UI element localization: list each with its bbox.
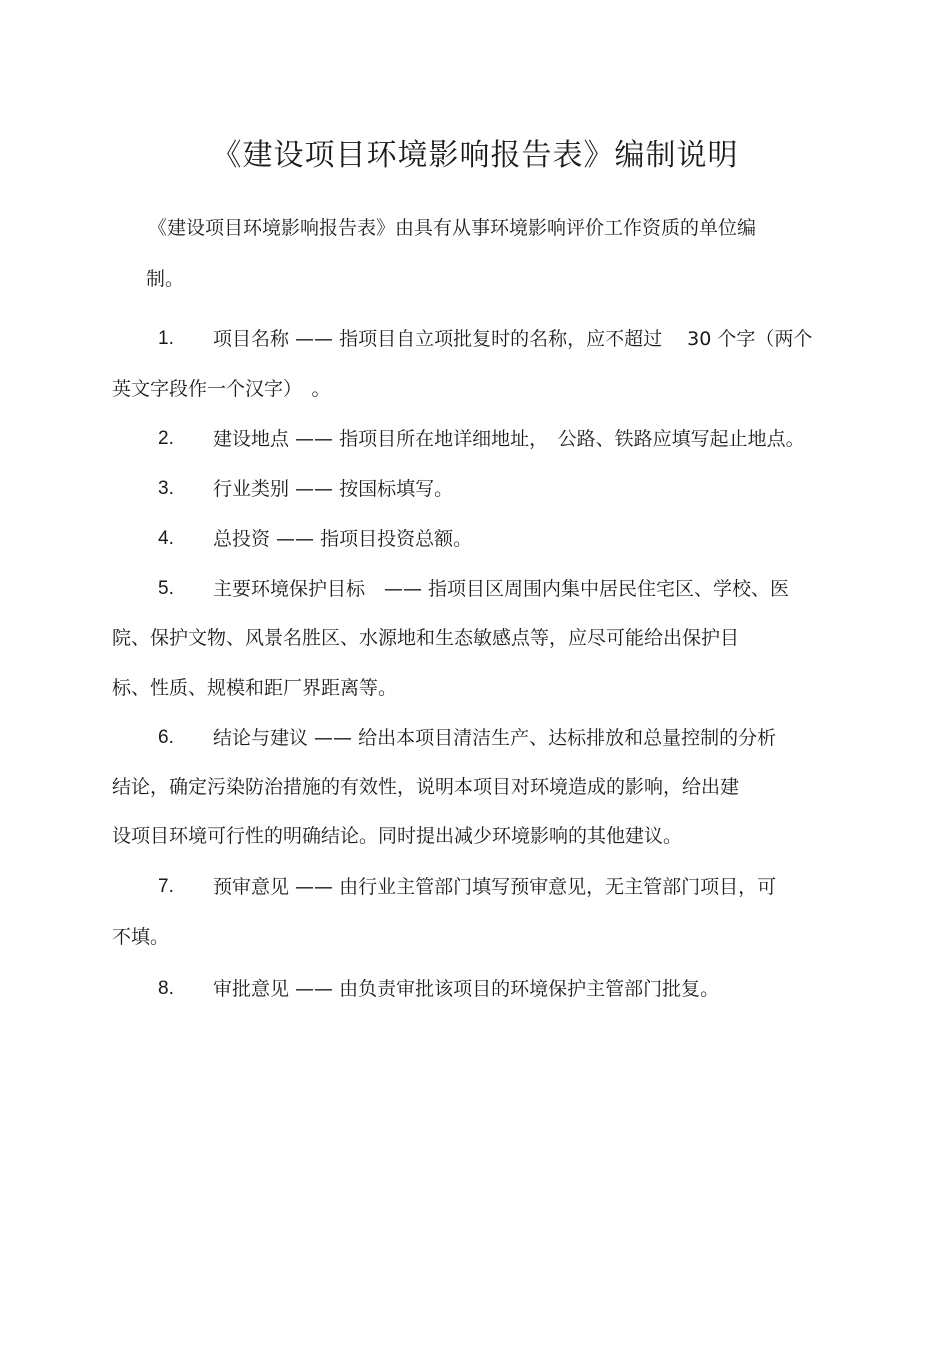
item-7-number: 7. [158, 876, 174, 897]
item-2-line-1: 建设地点 —— 指项目所在地详细地址， 公路、铁路应填写起止地点。 [213, 428, 805, 450]
intro-line-2: 制。 [146, 268, 185, 290]
item-1-number: 1. [158, 328, 174, 349]
item-4-number: 4. [158, 528, 174, 549]
item-6-number: 6. [158, 727, 174, 748]
item-4-line-1: 总投资 —— 指项目投资总额。 [213, 528, 473, 550]
item-7-line-1: 预审意见 —— 由行业主管部门填写预审意见，无主管部门项目，可 [213, 876, 777, 898]
item-5-line-2: 院、保护文物、风景名胜区、水源地和生态敏感点等，应尽可能给出保护目 [112, 627, 740, 649]
item-7-line-2: 不填。 [112, 926, 170, 948]
item-8-line-1: 审批意见 —— 由负责审批该项目的环境保护主管部门批复。 [213, 978, 720, 1000]
item-1-line-2: 英文字段作一个汉字） 。 [112, 378, 331, 400]
item-5-number: 5. [158, 578, 174, 599]
item-3-number: 3. [158, 478, 174, 499]
item-2-number: 2. [158, 428, 174, 449]
item-5-line-1: 主要环境保护目标 —— 指项目区周围内集中居民住宅区、学校、医 [213, 578, 790, 600]
page-title: 《建设项目环境影响报告表》编制说明 [211, 138, 739, 173]
item-5-line-3: 标、性质、规模和距厂界距离等。 [112, 677, 398, 699]
item-6-line-3: 设项目环境可行性的明确结论。同时提出减少环境影响的其他建议。 [112, 825, 683, 847]
item-1-line-1: 项目名称 —— 指项目自立项批复时的名称，应不超过 30 个字（两个 [213, 328, 813, 350]
item-3-line-1: 行业类别 —— 按国标填写。 [213, 478, 454, 500]
item-8-number: 8. [158, 978, 174, 999]
intro-line-1: 《建设项目环境影响报告表》由具有从事环境影响评价工作资质的单位编 [148, 217, 757, 239]
item-6-line-2: 结论，确定污染防治措施的有效性，说明本项目对环境造成的影响，给出建 [112, 776, 740, 798]
item-6-line-1: 结论与建议 —— 给出本项目清洁生产、达标排放和总量控制的分析 [213, 727, 777, 749]
